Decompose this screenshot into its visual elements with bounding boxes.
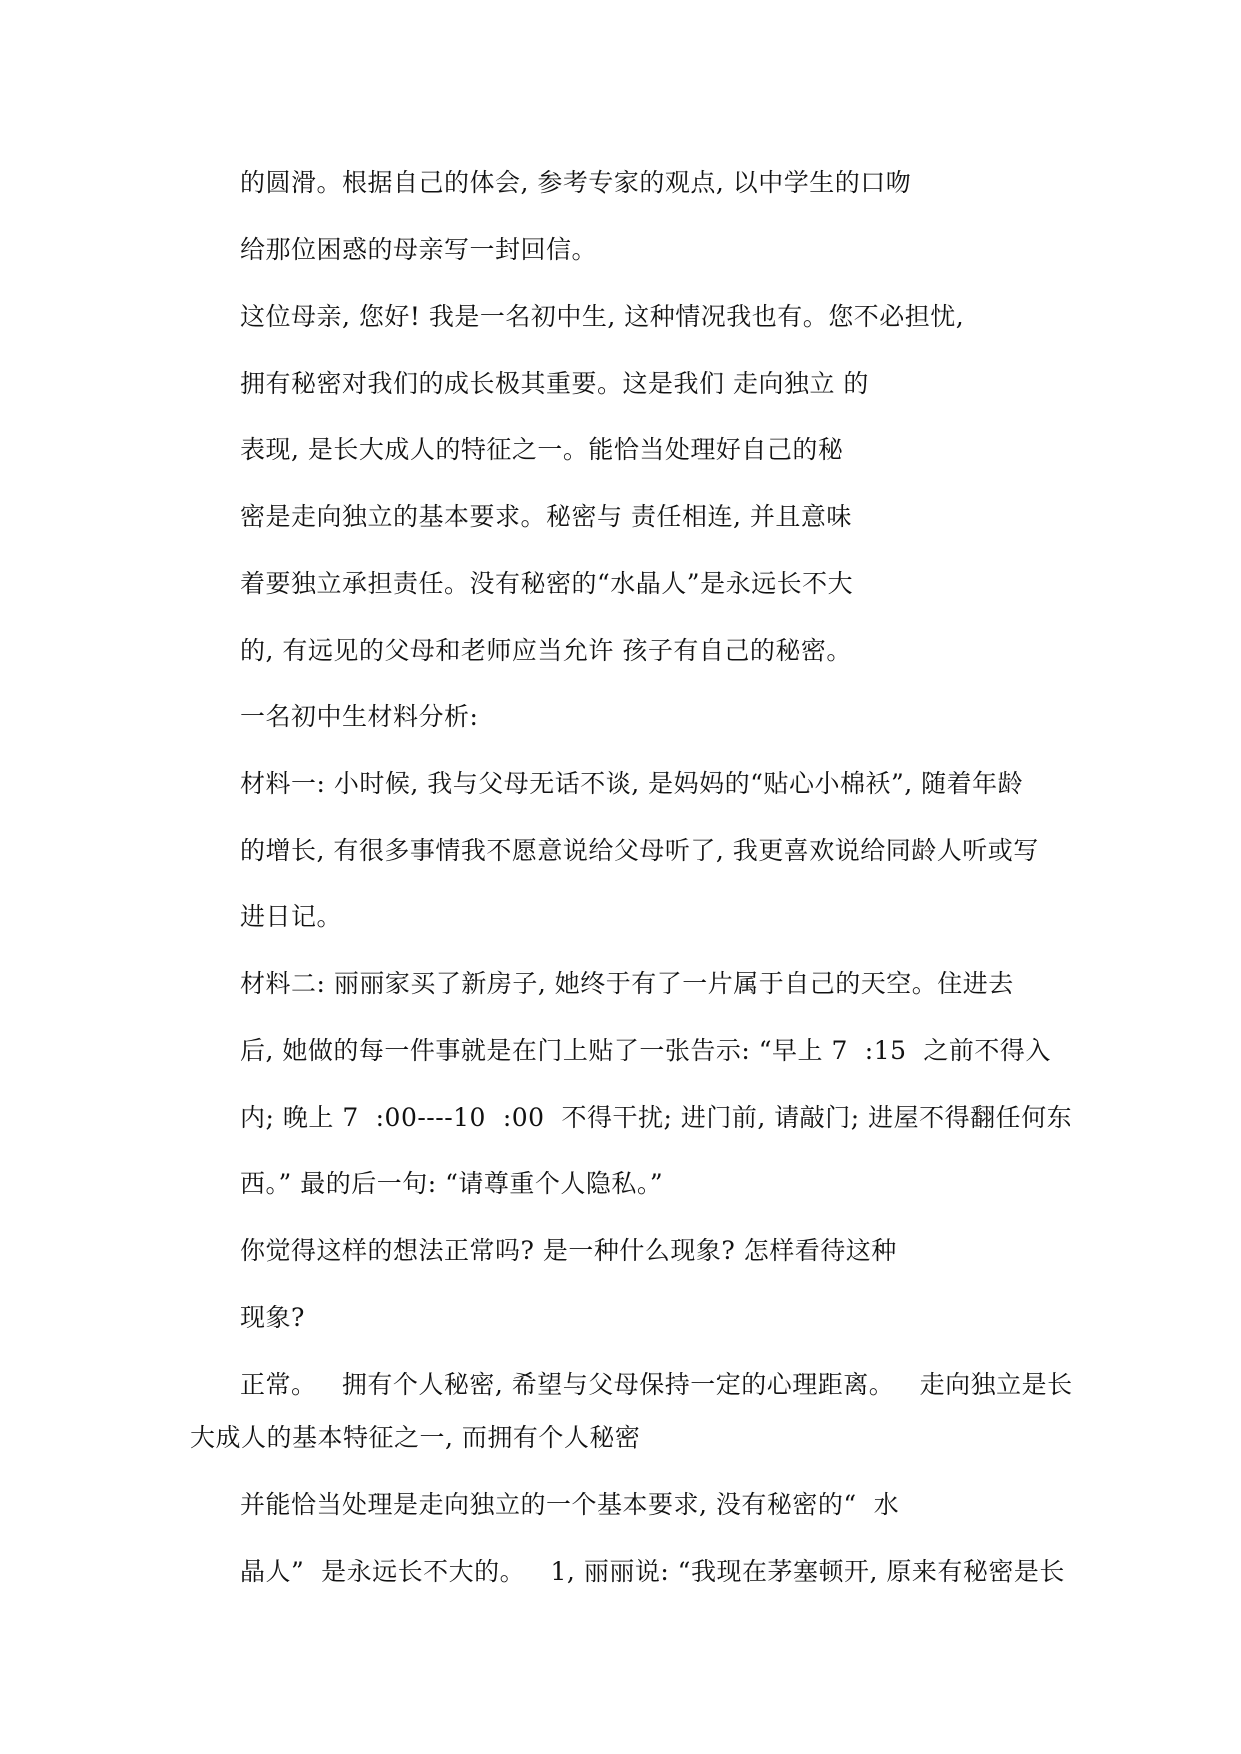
text-line: 晶人” 是永远长不大的。 1, 丽丽说: “我现在茅塞顿开, 原来有秘密是长 — [240, 1557, 1065, 1586]
text-line: 表现, 是长大成人的特征之一。能恰当处理好自己的秘 — [240, 435, 844, 464]
text-line: 西。” 最的后一句: “请尊重个人隐私。” — [240, 1169, 664, 1198]
text-line: 给那位困惑的母亲写一封回信。 — [240, 235, 598, 264]
text-line: 现象? — [240, 1303, 305, 1332]
text-line: 材料二: 丽丽家买了新房子, 她终于有了一片属于自己的天空。住进去 — [240, 969, 1014, 998]
text-line: 并能恰当处理是走向独立的一个基本要求, 没有秘密的“ 水 — [240, 1490, 900, 1519]
text-line: 的圆滑。根据自己的体会, 参考专家的观点, 以中学生的口吻 — [240, 168, 912, 197]
text-line: 你觉得这样的想法正常吗? 是一种什么现象? 怎样看待这种 — [240, 1236, 897, 1265]
text-line: 大成人的基本特征之一, 而拥有个人秘密 — [190, 1423, 641, 1452]
text-line: 着要独立承担责任。没有秘密的“水晶人”是永远长不大 — [240, 569, 854, 598]
text-line: 内; 晚上 7 :00----10 :00 不得干扰; 进门前, 请敲门; 进屋不得翻任何东 — [240, 1103, 1073, 1132]
text-line: 材料一: 小时候, 我与父母无话不谈, 是妈妈的“贴心小棉袄”, 随着年龄 — [240, 769, 1024, 798]
text-line: 拥有秘密对我们的成长极其重要。这是我们 走向独立 的 — [240, 369, 869, 398]
text-line: 的, 有远见的父母和老师应当允许 孩子有自己的秘密。 — [240, 636, 852, 665]
text-line: 密是走向独立的基本要求。秘密与 责任相连, 并且意味 — [240, 502, 852, 531]
text-line: 后, 她做的每一件事就是在门上贴了一张告示: “早上 7 :15 之前不得入 — [240, 1036, 1051, 1065]
text-line: 一名初中生材料分析: — [240, 702, 479, 731]
text-line: 进日记。 — [240, 902, 343, 931]
text-line: 的增长, 有很多事情我不愿意说给父母听了, 我更喜欢说给同龄人听或写 — [240, 836, 1039, 865]
text-line: 正常。 拥有个人秘密, 希望与父母保持一定的心理距离。 走向独立是长 — [240, 1370, 1073, 1399]
text-line: 这位母亲, 您好! 我是一名初中生, 这种情况我也有。您不必担忧, — [240, 302, 965, 331]
